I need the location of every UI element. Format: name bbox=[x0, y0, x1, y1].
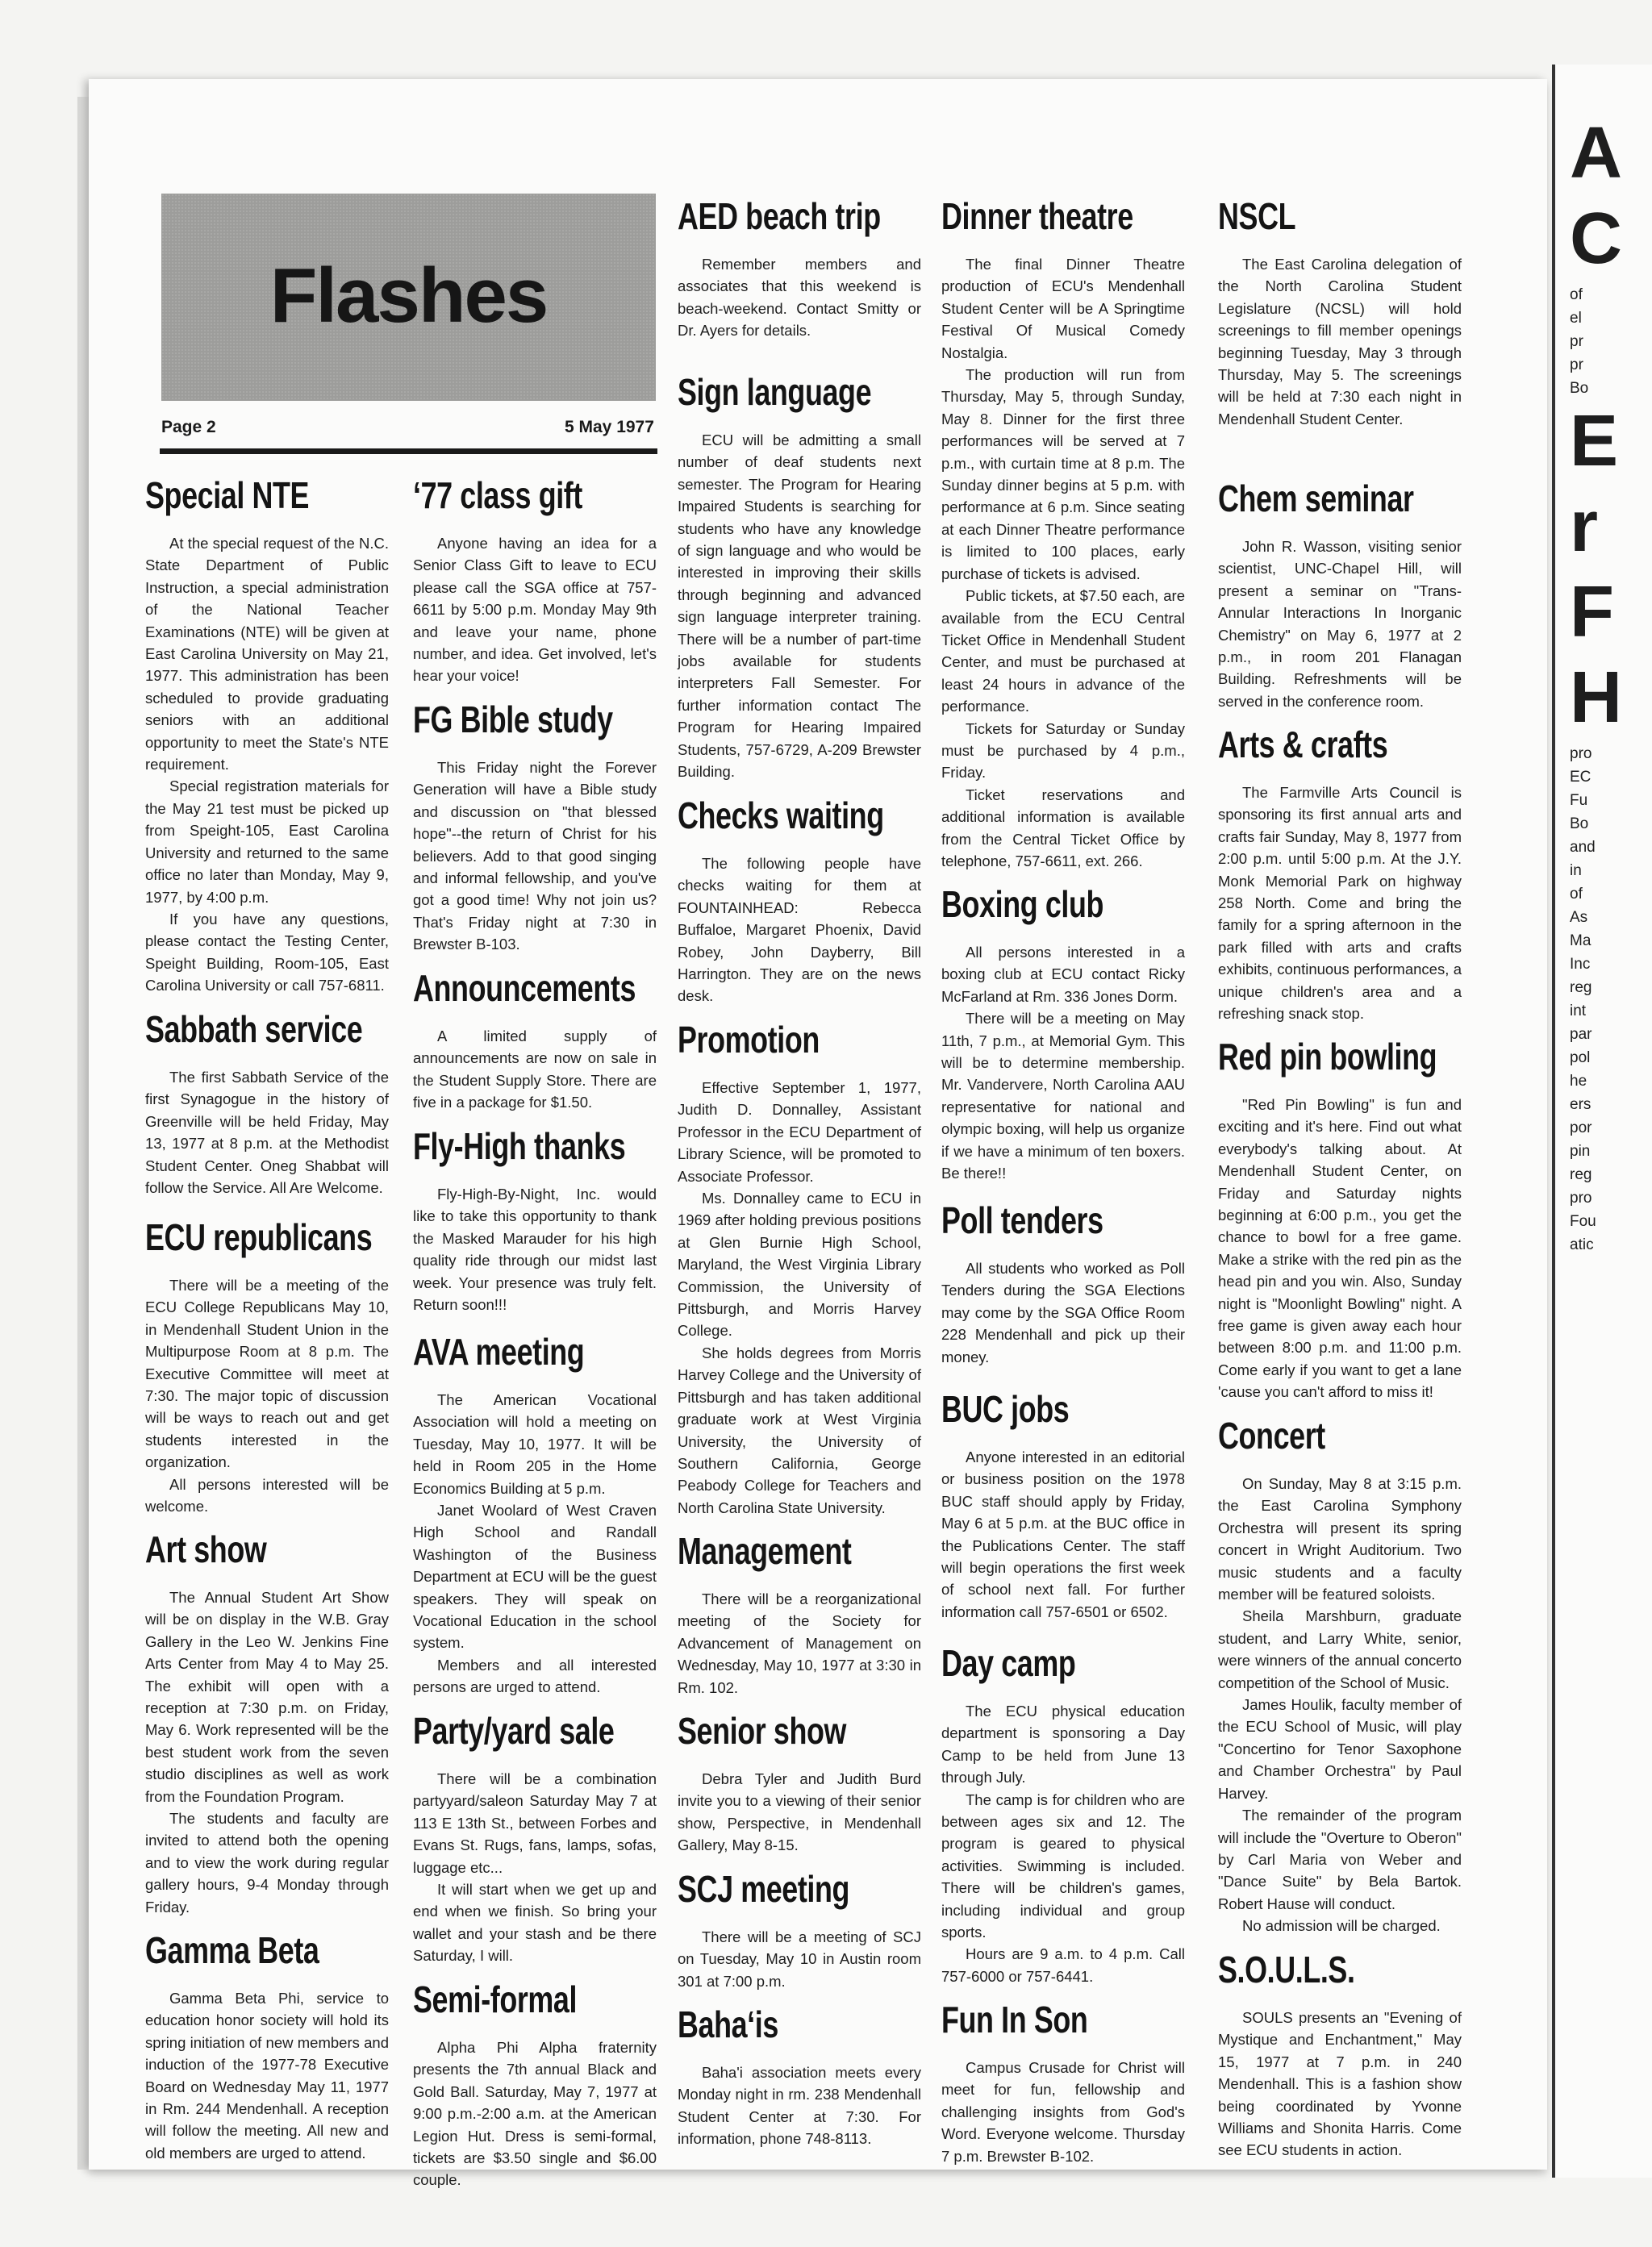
article-headline: Poll tenders bbox=[941, 1199, 1103, 1241]
article-paragraph: There will be a meeting of the ECU College Republicans May 10, in Mendenhall Student Union in the Multipurpose Room at 8 p.m. The Executive Committee will meet at 7:30. The major topic of discussion will be ways to reach out and get students interested in the organization. bbox=[145, 1277, 389, 1471]
adjacent-page-text: pin bbox=[1570, 1143, 1591, 1160]
article-paragraph: There will be a reorganizational meeting of the Society for Advancement of Management on Wednesday, May 10, 1977 at 3:30 in Rm. 102. bbox=[678, 1590, 921, 1696]
article bbox=[678, 1866, 921, 1992]
article bbox=[941, 1198, 1185, 1368]
article bbox=[1218, 722, 1462, 1024]
article-paragraph: Special registration materials for the May 21 test must be picked up from Speight-105, East Carolina University and returned to the same office no later than Monday, May 9, 1977, by 4:00 p.m. bbox=[145, 777, 389, 906]
article-paragraph: Ticket reservations and additional information is available from the Central Ticket Office by telephone, 757-6611, ext. 266. bbox=[941, 786, 1185, 869]
adjacent-page-text: C bbox=[1570, 198, 1622, 279]
adjacent-page-text: As bbox=[1570, 909, 1588, 926]
header-rule bbox=[160, 448, 657, 454]
article-headline: Gamma Beta bbox=[145, 1929, 319, 1971]
article bbox=[941, 1640, 1185, 1987]
article bbox=[145, 1928, 389, 2164]
article-headline: Sabbath service bbox=[145, 1008, 363, 1050]
adjacent-page-text: Fu bbox=[1570, 792, 1588, 809]
article-paragraph: Hours are 9 a.m. to 4 p.m. Call 757-6000 or 757-6441. bbox=[941, 1945, 1185, 1985]
article-headline: Management bbox=[678, 1530, 852, 1572]
article-headline: SCJ meeting bbox=[678, 1868, 850, 1910]
adjacent-page-text: el bbox=[1570, 310, 1582, 327]
article-paragraph: There will be a meeting of SCJ on Tuesday, May 10 in Austin room 301 at 7:00 p.m. bbox=[678, 1928, 921, 1990]
article-paragraph: It will start when we get up and end when we finish. So bring your wallet and your stash and be there Saturday, I will. bbox=[413, 1881, 657, 1965]
article-paragraph: All students who worked as Poll Tenders during the SGA Elections may come by the SGA Office Room 228 Mendenhall and pick up their money. bbox=[941, 1260, 1185, 1365]
section-banner bbox=[161, 194, 656, 401]
article-paragraph: ECU will be admitting a small number of deaf students next semester. The Program for Hearing Impaired Students is searching for students who have any knowledge of sign language and who would be interested in improving their skills through beginning and advanced sign language interpreter training. There will be a number of part-time jobs available for students interpreters Fall Semester. For further information contact The Program for Hearing Impaired Students, 757-6729, A-209 Brewster Building. bbox=[678, 431, 921, 781]
article-paragraph: SOULS presents an "Evening of Mystique and Enchantment," May 15, 1977 at 7 p.m. in 240 Mendenhall. This is a fashion show being coordinated by Yvonne Williams and Shonita Harris. Come see ECU students in action. bbox=[1218, 2009, 1462, 2159]
adjacent-page-text: int bbox=[1570, 1003, 1587, 1019]
adjacent-page-text: pr bbox=[1570, 333, 1583, 350]
article bbox=[413, 1329, 657, 1699]
article-paragraph: The first Sabbath Service of the first Synagogue in the history of Greenville will be held Friday, May 13, 1977 at 8 p.m. at the Methodist Student Center. Oneg Shabbat will follow the Service. All Are Welcome. bbox=[145, 1069, 389, 1197]
adjacent-page-text: Bo bbox=[1570, 380, 1589, 397]
article-headline: NSCL bbox=[1218, 195, 1296, 237]
adjacent-page-fragment bbox=[1552, 65, 1652, 2178]
adjacent-page-text: reg bbox=[1570, 1166, 1592, 1183]
adjacent-page-text: atic bbox=[1570, 1236, 1594, 1253]
article bbox=[941, 1386, 1185, 1623]
article-headline: AVA meeting bbox=[413, 1331, 585, 1373]
article bbox=[145, 1215, 389, 1517]
article bbox=[1218, 1034, 1462, 1403]
article-paragraph: John R. Wasson, visiting senior scientist, UNC-Chapel Hill, will present a seminar on "Trans-Annular Interactions In Inorganic Chemistry" on May 6, 1977 at 2 p.m., in room 201 Flanagan Building. Refreshments will be served in the conference room. bbox=[1218, 538, 1462, 710]
article-headline: Senior show bbox=[678, 1710, 847, 1752]
article-headline: Arts & crafts bbox=[1218, 723, 1388, 765]
article-paragraph: Baha'i association meets every Monday night in rm. 238 Mendenhall Student Center at 7:30. For information, phone 748-8113. bbox=[678, 2064, 921, 2148]
section-title: Flashes bbox=[269, 252, 548, 339]
adjacent-page-text: pro bbox=[1570, 745, 1592, 762]
article bbox=[1218, 1947, 1462, 2162]
adjacent-page-text: pr bbox=[1570, 356, 1583, 373]
article-paragraph: James Houlik, faculty member of the ECU School of Music, will play "Concertino for Tenor Saxophone and Chamber Orchestra" by Paul Harvey. bbox=[1218, 1696, 1462, 1802]
article bbox=[941, 1997, 1185, 2167]
article bbox=[145, 473, 389, 997]
adjacent-page-text: and bbox=[1570, 839, 1596, 856]
article-headline: Checks waiting bbox=[678, 794, 884, 836]
article-headline: Red pin bowling bbox=[1218, 1036, 1437, 1078]
article-paragraph: Sheila Marshburn, graduate student, and Larry White, senior, were winners of the annual concerto competition of the School of Music. bbox=[1218, 1607, 1462, 1691]
adjacent-page-text: in bbox=[1570, 862, 1582, 879]
article-paragraph: Tickets for Saturday or Sunday must be purchased by 4 p.m., Friday. bbox=[941, 719, 1185, 782]
adjacent-page-text: of bbox=[1570, 886, 1583, 903]
article-paragraph: "Red Pin Bowling" is fun and exciting and it's here. Find out what everybody's talking about. At Mendenhall Student Center, on Friday and Saturday nights beginning at 6:00 p.m., you get the chance to bowl for a free game. Make a strike with the red pin as the head pin and you win. Also, Sunday night is "Moonlight Bowling" night. A free game is given away each hour between 8:00 p.m. and 11:00 p.m. Come early if you want to get a lane 'cause you can't afford to miss it! bbox=[1218, 1096, 1462, 1401]
article bbox=[678, 2002, 921, 2150]
article-headline: Art show bbox=[145, 1528, 267, 1570]
article-paragraph: The American Vocational Association will hold a meeting on Tuesday, May 10, 1977. It will be held in Room 205 in the Home Economics Building at 5 p.m. bbox=[413, 1391, 657, 1497]
article-headline: Chem seminar bbox=[1218, 477, 1414, 519]
article-headline: ECU republicans bbox=[145, 1216, 373, 1258]
article-headline: Dinner theatre bbox=[941, 195, 1133, 237]
adjacent-page-text: EC bbox=[1570, 769, 1592, 786]
article bbox=[678, 1017, 921, 1519]
article-headline: Day camp bbox=[941, 1642, 1076, 1684]
article-paragraph: Anyone interested in an editorial or business position on the 1978 BUC staff should apply by Friday, May 6 at 5 p.m. at the BUC office in the Publications Center. The staff will begin operations the first week of school next fall. For further information call 757-6501 or 6502. bbox=[941, 1449, 1185, 1620]
article bbox=[1218, 476, 1462, 712]
adjacent-page-text: par bbox=[1570, 1026, 1592, 1043]
article bbox=[145, 1527, 389, 1918]
article-paragraph: The camp is for children who are between ages six and 12. The program is geared to physical activities. Swimming is included. There will be children's games, including individual and group sports. bbox=[941, 1791, 1185, 1941]
adjacent-page-text: por bbox=[1570, 1119, 1592, 1136]
article-headline: Announcements bbox=[413, 967, 636, 1009]
article bbox=[1218, 1413, 1462, 1937]
article bbox=[413, 1124, 657, 1315]
issue-date: 5 May 1977 bbox=[565, 418, 654, 436]
article-paragraph: The following people have checks waiting for them at FOUNTAINHEAD: Rebecca Buffaloe, Margaret Phoenix, David Robey, John Dayberry, Bill Harrington. They are on the news desk. bbox=[678, 855, 921, 1005]
article-paragraph: Campus Crusade for Christ will meet for fun, fellowship and challenging insights from God's Word. Everyone welcome. Thursday 7 p.m. Brewster B-102. bbox=[941, 2059, 1185, 2165]
adjacent-page-text: he bbox=[1570, 1073, 1587, 1090]
article-headline: BUC jobs bbox=[941, 1388, 1070, 1430]
article-paragraph: There will be a meeting on May 11th, 7 p.m., at Memorial Gym. This will be to determine membership. Mr. Vandervere, North Carolina AAU representative for national and olympic boxing, will help us organize if we have a minimum of ten boxers. Be there!! bbox=[941, 1010, 1185, 1182]
article-paragraph: Gamma Beta Phi, service to education honor society will hold its spring initiation of new members and induction of the 1977-78 Executive Board on Wednesday May 11, 1977 in Rm. 244 Mendenhall. A reception will follow the meeting. All new and old members are urged to attend. bbox=[145, 1990, 389, 2162]
article-paragraph: On Sunday, May 8 at 3:15 p.m. the East Carolina Symphony Orchestra will present its spring concert in Wright Auditorium. Two music students and a faculty member will be featured soloists. bbox=[1218, 1475, 1462, 1603]
article bbox=[413, 1977, 657, 2191]
adjacent-page-text: H bbox=[1570, 657, 1622, 738]
article-paragraph: This Friday night the Forever Generation will have a Bible study and discussion on "that blessed hope"--the return of Christ for his believers. Add to that good singing and informal fellowship, and you've got a good time! Why not join us? That's Friday night at 7:30 in Brewster B-103. bbox=[413, 759, 657, 953]
article-paragraph: A limited supply of announcements are now on sale in the Student Supply Store. There are five in a package for $1.50. bbox=[413, 1028, 657, 1111]
adjacent-page-text: E bbox=[1570, 401, 1619, 482]
adjacent-page-text: F bbox=[1570, 572, 1614, 652]
article-headline: Special NTE bbox=[145, 474, 310, 516]
article-paragraph: Public tickets, at $7.50 each, are available from the ECU Central Ticket Office in Mendenhall Student Center, and must be purchased at least 24 hours in advance of the performance. bbox=[941, 587, 1185, 715]
adjacent-page-text: Fou bbox=[1570, 1213, 1596, 1230]
article-paragraph: Fly-High-By-Night, Inc. would like to take this opportunity to thank the Masked Marauder for his high quality ride through our midst last week. Your presence was truly felt. Return soon!!! bbox=[413, 1186, 657, 1314]
article-headline: FG Bible study bbox=[413, 698, 613, 740]
article bbox=[941, 882, 1185, 1184]
adjacent-page-text: r bbox=[1570, 486, 1599, 567]
article bbox=[413, 473, 657, 687]
article-paragraph: At the special request of the N.C. State Department of Public Instruction, a special administration of the National Teacher Examinations (NTE) will be given at East Carolina University on May 21, 1977. This administration has been scheduled to provide graduating seniors with an additional opportunity to meet the State's NTE requirement. bbox=[145, 535, 389, 773]
article-paragraph: The students and faculty are invited to attend both the opening and to view the work during regular gallery hours, 9-4 Monday through Friday. bbox=[145, 1810, 389, 1916]
article-paragraph: There will be a combination partyyard/saleon Saturday May 7 at 113 E 13th St., between Forbes and Evans St. Rugs, fans, lamps, sofas, luggage etc... bbox=[413, 1770, 657, 1876]
article-paragraph: Janet Woolard of West Craven High School and Randall Washington of the Business Department at ECU will be the guest speakers. They will speak on Vocational Education in the school system. bbox=[413, 1502, 657, 1652]
article bbox=[678, 1528, 921, 1699]
article-paragraph: The production will run from Thursday, May 5, through Sunday, May 8. Dinner for the first three performances will be served at 7 p.m., with curtain time at 8 p.m. The Sunday dinner begins at 5 p.m. with performance at 6 p.m. Since seating at each Dinner Theatre performance is limited to 100 places, early purchase of tickets is advised. bbox=[941, 366, 1185, 582]
article bbox=[145, 1007, 389, 1199]
article-headline: Semi-formal bbox=[413, 1978, 578, 2020]
adjacent-page-text: Bo bbox=[1570, 815, 1589, 832]
article-paragraph: Debra Tyler and Judith Burd invite you to a viewing of their senior show, Perspective, in Mendenhall Gallery, May 8-15. bbox=[678, 1770, 921, 1854]
article bbox=[678, 1708, 921, 1857]
adjacent-page-text: reg bbox=[1570, 979, 1592, 996]
article-headline: Concert bbox=[1218, 1415, 1325, 1457]
article bbox=[413, 1708, 657, 1967]
article-headline: Fun In Son bbox=[941, 1999, 1088, 2041]
article-headline: S.O.U.L.S. bbox=[1218, 1949, 1355, 1991]
article-paragraph: Ms. Donnalley came to ECU in 1969 after holding previous positions at Glen Burnie High School, Maryland, the West Virginia Library Commission, the University of Pittsburgh, and Morris Harvey College. bbox=[678, 1190, 921, 1340]
article-paragraph: Effective September 1, 1977, Judith D. Donnalley, Assistant Professor in the ECU Department of Library Science, will be promoted to Associate Professor. bbox=[678, 1079, 921, 1185]
article-paragraph: Alpha Phi Alpha fraternity presents the 7th annual Black and Gold Ball. Saturday, May 7, 1977 at 9:00 p.m.-2:00 a.m. at the American Legion Hut. Dress is semi-formal, tickets are $3.50 single and $6.00 couple. bbox=[413, 2039, 657, 2189]
article-paragraph: All persons interested will be welcome. bbox=[145, 1475, 389, 1515]
article-paragraph: Members and all interested persons are urged to attend. bbox=[413, 1656, 657, 1696]
article-paragraph: Remember members and associates that this weekend is beach-weekend. Contact Smitty or Dr. Ayers for details. bbox=[678, 256, 921, 340]
article-paragraph: The Farmville Arts Council is sponsoring its first annual arts and crafts fair Sunday, May 8, 1977 from 2:00 p.m. until 5:00 p.m. At the J.Y. Monk Memorial Park on highway 258 North. Come and bring the family for a spring afternoon in the park filled with arts and crafts exhibits, continuous performances, a unique children's area and a refreshing snack stop. bbox=[1218, 784, 1462, 1023]
adjacent-page-text: of bbox=[1570, 286, 1583, 303]
article-headline: Sign language bbox=[678, 371, 872, 413]
adjacent-page-text: pol bbox=[1570, 1049, 1591, 1066]
page-number: Page 2 bbox=[161, 418, 216, 436]
adjacent-page-text: pro bbox=[1570, 1190, 1592, 1207]
adjacent-page-text: Inc bbox=[1570, 956, 1591, 973]
article-paragraph: The Annual Student Art Show will be on display in the W.B. Gray Gallery in the Leo W. Jenkins Fine Arts Center from May 4 to May 25. The exhibit will open with a reception at 7:30 p.m. on Friday, May 6. Work represented will be the best student work from the seven studio disciplines as well as work from the Foundation Program. bbox=[145, 1589, 389, 1805]
article-paragraph: The ECU physical education department is sponsoring a Day Camp to be held from June 13 through July. bbox=[941, 1703, 1185, 1786]
article-headline: Promotion bbox=[678, 1019, 820, 1061]
article bbox=[413, 697, 657, 956]
article-paragraph: The final Dinner Theatre production of ECU's Mendenhall Student Center will be A Springtime Festival Of Musical Comedy Nostalgia. bbox=[941, 256, 1185, 361]
article-headline: ‘77 class gift bbox=[413, 474, 582, 516]
article-paragraph: If you have any questions, please contact the Testing Center, Speight Building, Room-105, East Carolina University or call 757-6811. bbox=[145, 910, 389, 994]
article-headline: AED beach trip bbox=[678, 195, 881, 237]
article-headline: Boxing club bbox=[941, 883, 1104, 925]
article-headline: Fly-High thanks bbox=[413, 1125, 626, 1167]
article bbox=[678, 793, 921, 1007]
adjacent-page-text: Ma bbox=[1570, 932, 1592, 949]
article-paragraph: All persons interested in a boxing club at ECU contact Ricky McFarland at Rm. 336 Jones Dorm. bbox=[941, 944, 1185, 1005]
article bbox=[941, 194, 1185, 872]
article bbox=[678, 194, 921, 342]
article-paragraph: No admission will be charged. bbox=[1242, 1917, 1441, 1935]
adjacent-page-text: ers bbox=[1570, 1096, 1592, 1113]
article bbox=[413, 965, 657, 1114]
adjacent-page-text: A bbox=[1570, 113, 1622, 194]
article-paragraph: The East Carolina delegation of the North Carolina Student Legislature (NCSL) will hold screenings to fill member openings beginning Tuesday, May 3 through Thursday, May 5. The screenings will be held at 7:30 each night in Mendenhall Student Center. bbox=[1218, 256, 1462, 427]
article bbox=[678, 369, 921, 783]
article-paragraph: The remainder of the program will include the "Overture to Oberon" by Carl Maria von Weber and "Dance Suite" by Bela Bartok. Robert Hause will conduct. bbox=[1218, 1807, 1462, 1912]
article-headline: Baha‘is bbox=[678, 2003, 778, 2045]
article-paragraph: She holds degrees from Morris Harvey College and the University of Pittsburgh and has taken additional graduate work at West Virginia University, the University of Southern California, George Peabody College for Teachers and North Carolina State University. bbox=[678, 1344, 921, 1516]
article-paragraph: Anyone having an idea for a Senior Class Gift to leave to ECU please call the SGA office at 757-6611 by 5:00 p.m. Monday May 9th and leave your name, phone number, and idea. Get involved, let's hear your voice! bbox=[413, 535, 657, 685]
article bbox=[1218, 194, 1462, 430]
article-headline: Party/yard sale bbox=[413, 1710, 615, 1752]
